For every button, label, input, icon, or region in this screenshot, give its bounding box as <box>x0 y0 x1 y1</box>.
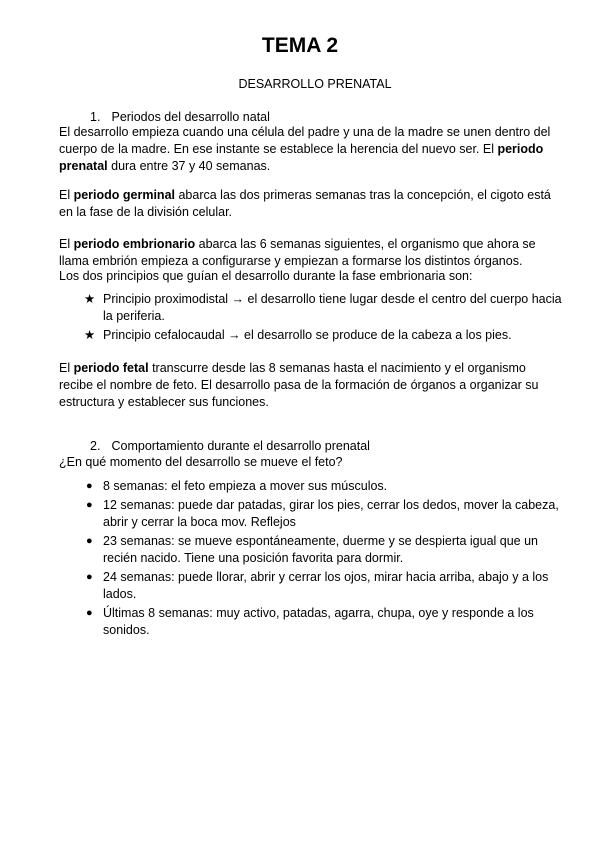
movement-text: 23 semanas: se mueve espontáneamente, duerme y se despierta igual que un recién nacido. Tiene una posición favorita para dormir. <box>103 534 538 565</box>
section-2-heading-text: Comportamiento durante el desarrollo prenatal <box>111 439 370 453</box>
intro-paragraph <box>59 124 559 175</box>
page-title: TEMA 2 <box>261 34 339 57</box>
list-item <box>84 327 564 344</box>
bullet-icon: ● <box>86 607 93 619</box>
section-1-number: 1. <box>90 110 101 124</box>
bullet-icon: ● <box>86 535 93 547</box>
movement-list <box>84 478 564 641</box>
embrio-bold: periodo embrionario <box>73 237 196 251</box>
fetal-text-a: El <box>59 361 74 375</box>
bullet-icon: ● <box>86 480 93 492</box>
star-icon: ★ <box>84 328 96 342</box>
list-item <box>84 533 564 567</box>
movement-question: ¿En qué momento del desarrollo se mueve el feto? <box>59 455 343 469</box>
movement-text: 8 semanas: el feto empieza a mover sus músculos. <box>103 479 388 493</box>
fetal-bold: periodo fetal <box>73 361 149 375</box>
embrio-text-b: abarca las 6 semanas siguientes, el organismo que ahora se llama embrión empieza a configurarse y empiezan a formarse los distintos órganos. <box>59 237 536 268</box>
section-1-heading-text: Periodos del desarrollo natal <box>111 110 270 124</box>
section-2-number: 2. <box>90 439 101 453</box>
movement-text: 24 semanas: puede llorar, abrir y cerrar los ojos, mirar hacia arriba, abajo y a los lados. <box>103 570 549 601</box>
list-item <box>84 569 564 603</box>
germinal-bold: periodo germinal <box>73 188 175 202</box>
section-2-heading <box>90 439 370 453</box>
list-item <box>84 497 564 531</box>
intro-text-b: dura entre 37 y 40 semanas. <box>107 159 271 173</box>
movement-text: Últimas 8 semanas: muy activo, patadas, agarra, chupa, oye y responde a los sonidos. <box>103 606 534 637</box>
movement-text: 12 semanas: puede dar patadas, girar los pies, cerrar los dedos, mover la cabeza, abrir y cerrar la boca mov. Reflejos <box>103 498 559 529</box>
page-subtitle: DESARROLLO PRENATAL <box>238 77 392 91</box>
bullet-icon: ● <box>86 499 93 511</box>
section-1-heading <box>90 110 270 124</box>
principles-list <box>84 291 564 346</box>
principle-text: Principio cefalocaudal → el desarrollo se produce de la cabeza a los pies. <box>103 328 512 342</box>
principles-intro: Los dos principios que guían el desarrollo durante la fase embrionaria son: <box>59 269 473 283</box>
list-item <box>84 291 564 325</box>
germinal-text-b: abarca las dos primeras semanas tras la concepción, el cigoto está en la fase de la división celular. <box>59 188 551 219</box>
list-item <box>84 605 564 639</box>
principle-text: Principio proximodistal → el desarrollo tiene lugar desde el centro del cuerpo hacia la periferia. <box>103 292 562 323</box>
germinal-text-a: El <box>59 188 74 202</box>
germinal-paragraph <box>59 187 559 221</box>
list-item <box>84 478 564 495</box>
bullet-icon: ● <box>86 571 93 583</box>
fetal-text-b: transcurre desde las 8 semanas hasta el nacimiento y el organismo recibe el nombre de feto. El desarrollo pasa de la formación de órganos a organizar su estructura y establecer sus funciones. <box>59 361 539 409</box>
fetal-paragraph <box>59 360 559 411</box>
intro-text-a: El desarrollo empieza cuando una célula del padre y una de la madre se unen dentro del cuerpo de la madre. En ese instante se establece la herencia del nuevo ser. El <box>59 125 551 156</box>
embrionario-paragraph <box>59 236 559 270</box>
embrio-text-a: El <box>59 237 74 251</box>
intro-bold: periodo prenatal <box>59 142 544 173</box>
star-icon: ★ <box>84 292 96 306</box>
